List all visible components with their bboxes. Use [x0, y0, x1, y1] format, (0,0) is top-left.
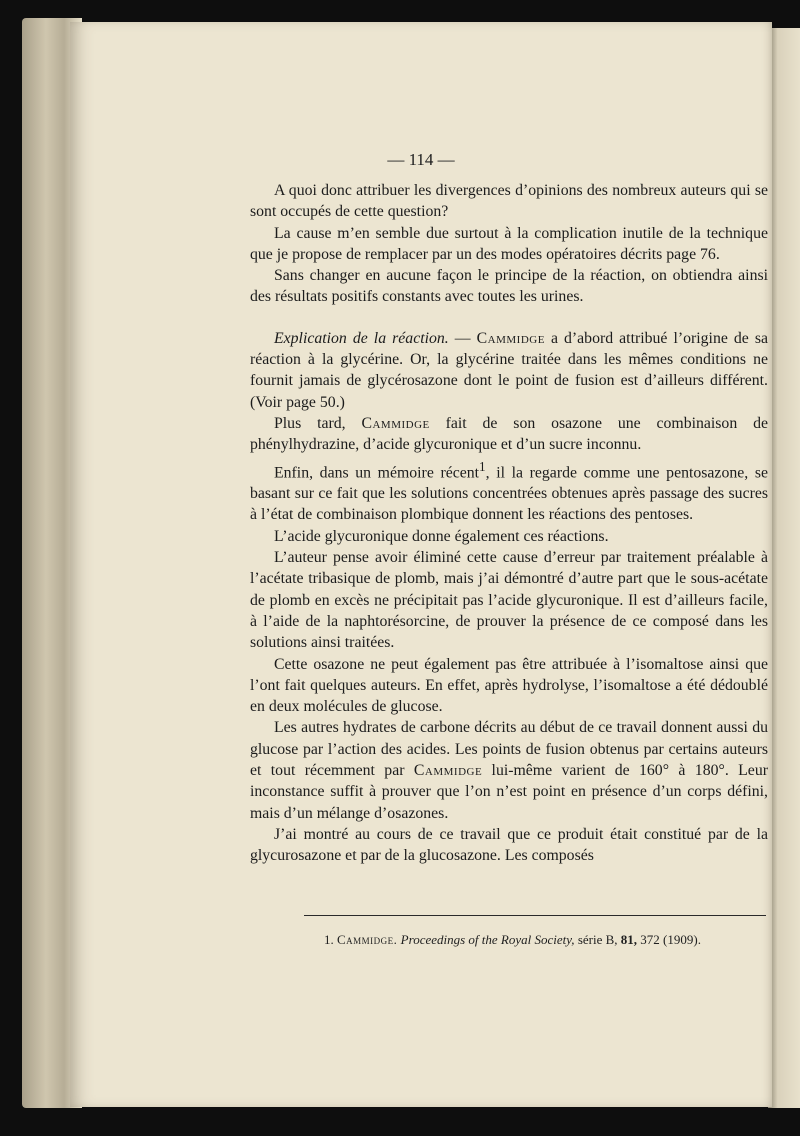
paragraph	[250, 413, 768, 456]
text-run: a d’abord attribué l’origine de sa réaction à la glycérine. Or, la glycérine traitée dans les mêmes conditions ne fournit jamais de glycérosazone dont le point de fusion est d’ailleurs différent. (Voir page 50.)	[250, 329, 768, 411]
footnote-series: série B,	[574, 932, 621, 947]
text-run: Sans changer en aucune façon le principe de la réaction, on obtiendra ainsi des résultats positifs constants avec toutes les urines.	[250, 267, 768, 306]
paragraph	[250, 456, 768, 526]
paragraph	[250, 223, 768, 266]
text-run: —	[448, 329, 477, 347]
author-name: Cammidge	[361, 414, 430, 432]
paragraph	[250, 180, 768, 223]
page-number: — 114 —	[387, 150, 455, 169]
footnote-author: Cammidge.	[337, 932, 398, 947]
text-run: Plus tard,	[274, 414, 362, 432]
text-run: J’ai montré au cours de ce travail que ce produit était constitué par de la glycurosazone et par de la glucosazone. Les composés	[250, 825, 768, 865]
paragraph	[250, 717, 768, 823]
text-run: Enfin, dans un mémoire récent	[274, 463, 480, 481]
text-run: A quoi donc attribuer les divergences d’opinions des nombreux auteurs qui se sont occupés de cette question?	[250, 182, 768, 221]
footnote-pages: 372 (1909).	[637, 932, 701, 947]
text-run: L’auteur pense avoir éliminé cette cause d’erreur par traitement préalable à l’acétate tribasique de plomb, mais j’ai démontré d’autre part que le sous-acétate de plomb en excès ne précipitait pas l’acide glycuronique. Il est d’ailleurs facile, à l’aide de la naphtorésorcine, de prouver la présence de ce composé dans les solutions ainsi traitées.	[250, 549, 768, 652]
footnote-journal: Proceedings of the Royal Society,	[400, 932, 575, 947]
footnote-volume: 81,	[620, 932, 638, 947]
paragraph	[250, 328, 768, 413]
text-run: lui-même varient de 160° à 180°. Leur inconstance suffit à prouver que l’on n’est point en présence d’un corps défini, mais d’un mélange d’osazones.	[250, 761, 768, 822]
text-run: Cette osazone ne peut également pas être attribuée à l’isomaltose ainsi que l’ont fait quelques auteurs. En effet, après hydrolyse, l’isomaltose a été dédoublé en deux molécules de glucose.	[250, 655, 768, 716]
footnote-separator	[304, 915, 766, 916]
paragraph	[250, 654, 768, 718]
author-name: Cammidge	[476, 329, 545, 347]
text-run: fait de son osazone une combinaison de phénylhydrazine, d’acide glycuronique et d’un sucre inconnu.	[250, 414, 768, 454]
body-text	[250, 180, 768, 866]
footnote-number: 1.	[324, 932, 334, 947]
text-run: L’acide glycuronique donne également ces réactions.	[274, 527, 609, 545]
footnote	[324, 932, 774, 948]
book-page	[70, 22, 772, 1107]
paragraph	[250, 265, 768, 308]
paragraph	[250, 547, 768, 653]
footnote-marker: 1	[479, 458, 486, 474]
author-name: Cammidge	[413, 761, 483, 779]
text-run: Les autres hydrates de carbone décrits au début de ce travail donnent aussi du glucose par l’action des acides. Les points de fusion obtenus par certains auteurs et tout récemment par	[250, 719, 768, 779]
text-run: , il la regarde comme une pentosazone, se basant sur ce fait que les solutions concentrées obtenues après passage des sucres à l’état de combinaison plombique donnent les réactions des pentoses.	[250, 463, 768, 524]
text-run: La cause m’en semble due surtout à la complication inutile de la technique que je propose de remplacer par un des modes opératoires décrits page 76.	[250, 224, 768, 263]
paragraph	[250, 526, 768, 547]
paragraph	[250, 824, 768, 867]
text-run: Explication de la réaction.	[274, 329, 449, 347]
